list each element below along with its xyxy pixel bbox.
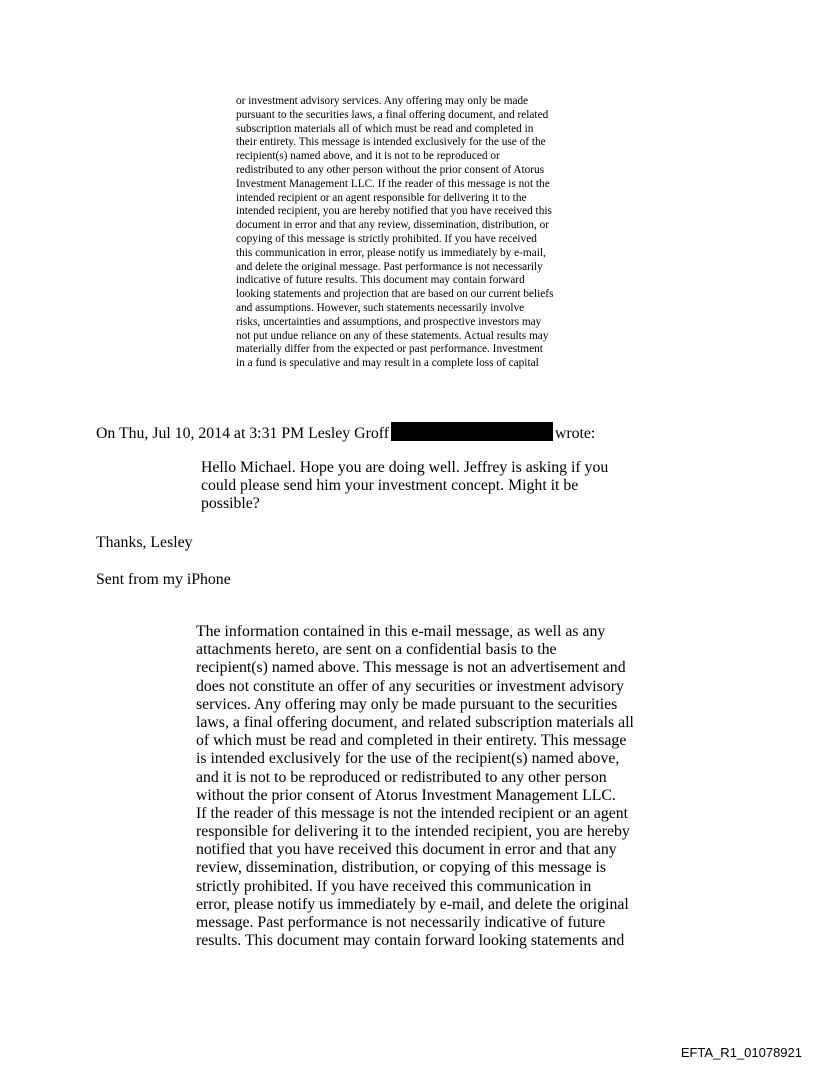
top-disclaimer-line: pursuant to the securities laws, a final offering document, and related [236,108,549,121]
bottom-disclaimer-line: notified that you have received this document in error and that any [196,841,617,859]
bottom-disclaimer-line: services. Any offering may only be made pursuant to the securities [196,695,618,713]
bottom-disclaimer-line: strictly prohibited. If you have received this communication in [196,877,592,895]
top-disclaimer-line: subscription materials all of which must be read and completed in [236,122,534,135]
top-disclaimer-line: indicative of future results. This document may contain forward [236,274,525,287]
top-disclaimer-line: document in error and that any review, dissemination, distribution, or [236,219,549,232]
reply-header [96,422,595,444]
top-disclaimer-line: not put undue reliance on any of these statements. Actual results may [236,329,549,342]
quoted-message-line: could please send him your investment concept. Might it be [201,477,579,495]
bottom-disclaimer [196,623,646,950]
quoted-message-line: possible? [201,495,260,513]
quoted-message [201,459,621,514]
top-disclaimer-line: looking statements and projection that are based on our current beliefs [236,288,554,301]
document-id: EFTA_R1_01078921 [680,1045,802,1060]
top-disclaimer-line: this communication in error, please notify us immediately by e-mail, [236,246,546,259]
bottom-disclaimer-line: responsible for delivering it to the intended recipient, you are hereby [196,823,630,841]
top-disclaimer-line: and delete the original message. Past performance is not necessarily [236,260,543,273]
top-disclaimer-line: materially differ from the expected or past performance. Investment [236,343,543,356]
bottom-disclaimer-line: If the reader of this message is not the intended recipient or an agent [196,804,629,822]
top-disclaimer [236,95,606,371]
bottom-disclaimer-line: is intended exclusively for the use of the recipient(s) named above, [196,750,620,768]
bottom-disclaimer-line: The information contained in this e-mail message, as well as any [196,623,606,640]
sent-from: Sent from my iPhone [96,571,231,588]
bottom-disclaimer-line: results. This document may contain forward looking statements and [196,932,625,950]
bottom-disclaimer-line: laws, a final offering document, and related subscription materials all [196,713,634,731]
bottom-disclaimer-line: recipient(s) named above. This message is not an advertisement and [196,659,626,677]
top-disclaimer-line: intended recipient, you are hereby notified that you have received this [236,205,552,218]
signoff: Thanks, Lesley [96,534,193,551]
top-disclaimer-line: intended recipient or an agent responsible for delivering it to the [236,191,527,204]
top-disclaimer-line: in a fund is speculative and may result in a complete loss of capital [236,357,539,370]
top-disclaimer-line: or investment advisory services. Any offering may only be made [236,95,529,107]
quoted-message-line: Hello Michael. Hope you are doing well. Jeffrey is asking if you [201,459,609,476]
top-disclaimer-line: and assumptions. However, such statements necessarily involve [236,301,525,314]
bottom-disclaimer-line: without the prior consent of Atorus Investment Management LLC. [196,786,616,804]
top-disclaimer-line: Investment Management LLC. If the reader of this message is not the [236,177,550,190]
bottom-disclaimer-line: error, please notify us immediately by e-mail, and delete the original [196,895,629,913]
top-disclaimer-line: risks, uncertainties and assumptions, and prospective investors may [236,315,542,328]
top-disclaimer-line: redistributed to any other person without the prior consent of Atorus [236,163,545,176]
reply-header-prefix: On Thu, Jul 10, 2014 at 3:31 PM Lesley Groff [96,425,389,442]
top-disclaimer-line: recipient(s) named above, and it is not to be reproduced or [236,150,500,163]
bottom-disclaimer-line: attachments hereto, are sent on a confidential basis to the [196,641,557,659]
top-disclaimer-line: copying of this message is strictly prohibited. If you have received [236,232,537,245]
bottom-disclaimer-line: message. Past performance is not necessarily indicative of future [196,914,606,931]
reply-header-suffix: wrote: [554,425,596,442]
redaction-bar [391,422,553,441]
bottom-disclaimer-line: of which must be read and completed in their entirety. This message [196,732,627,750]
bottom-disclaimer-line: does not constitute an offer of any securities or investment advisory [196,677,624,695]
bottom-disclaimer-line: and it is not to be reproduced or redistributed to any other person [196,768,607,786]
bottom-disclaimer-line: review, dissemination, distribution, or copying of this message is [196,859,607,877]
top-disclaimer-line: their entirety. This message is intended exclusively for the use of the [236,136,546,149]
